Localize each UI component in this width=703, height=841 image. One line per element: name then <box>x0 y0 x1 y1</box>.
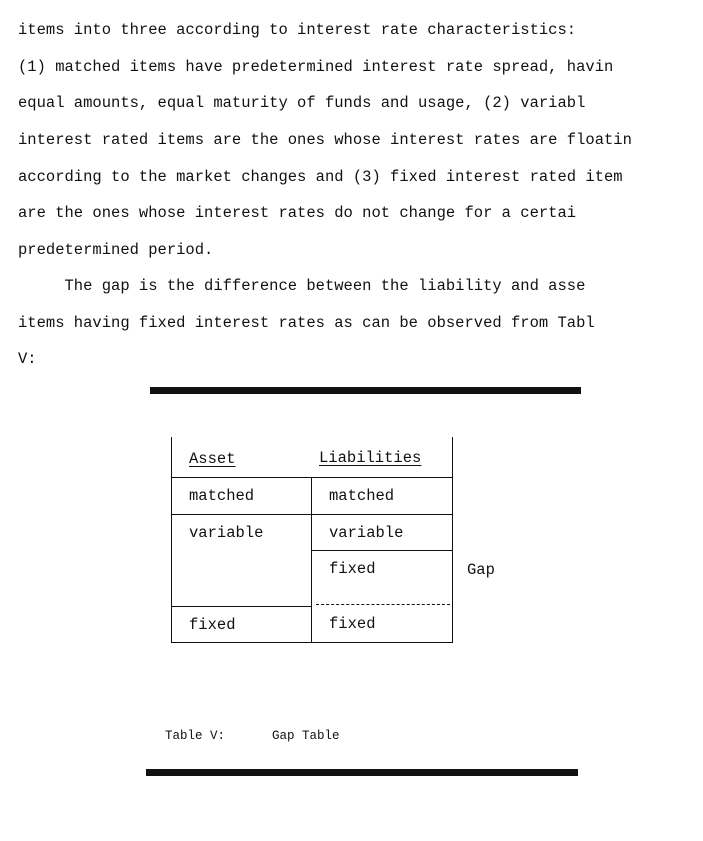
liability-cell-variable: variable <box>329 524 404 542</box>
liabilities-header: Liabilities <box>319 449 422 467</box>
row-matched-bottom-line <box>171 514 453 515</box>
asset-fixed-top-line <box>171 606 312 607</box>
text-line: equal amounts, equal maturity of funds and usage, (2) variabl <box>18 94 586 113</box>
text-line: V: <box>18 350 37 369</box>
text-line: interest rated items are the ones whose interest rates are floatin <box>18 131 632 150</box>
text-line: The gap is the difference between the liability and asse <box>18 277 586 295</box>
liability-cell-matched: matched <box>329 487 395 505</box>
table-left-border <box>171 437 172 643</box>
asset-cell-variable: variable <box>189 524 264 542</box>
liability-variable-bottom-line <box>311 550 453 551</box>
table-caption-label: Table V: <box>165 729 226 743</box>
asset-cell-matched: matched <box>189 487 255 505</box>
asset-cell-fixed: fixed <box>189 616 236 634</box>
text-line: according to the market changes and (3) fixed interest rated item <box>18 167 623 186</box>
gap-label: Gap <box>467 561 495 579</box>
table-bottom-border <box>171 642 453 643</box>
text-line: items having fixed interest rates as can be observed from Tabl <box>18 313 595 332</box>
text-line: predetermined period. <box>18 241 214 260</box>
text-line: (1) matched items have predetermined interest rate spread, havin <box>18 57 614 76</box>
gap-dashed-line <box>316 604 450 605</box>
table-caption-title: Gap Table <box>272 729 340 743</box>
asset-header: Asset <box>189 450 236 468</box>
table-right-border <box>452 437 453 643</box>
table-bottom-rule <box>146 769 578 776</box>
liability-cell-fixed: fixed <box>329 615 376 633</box>
table-top-rule <box>150 387 581 394</box>
table-middle-divider <box>311 477 312 643</box>
body-paragraph-1 <box>18 12 703 269</box>
liability-cell-fixed-gap: fixed <box>329 560 376 578</box>
body-paragraph-2 <box>18 268 703 378</box>
text-line: items into three according to interest rate characteristics: <box>18 21 577 39</box>
text-line: are the ones whose interest rates do not change for a certai <box>18 204 577 223</box>
header-bottom-line <box>171 477 453 478</box>
